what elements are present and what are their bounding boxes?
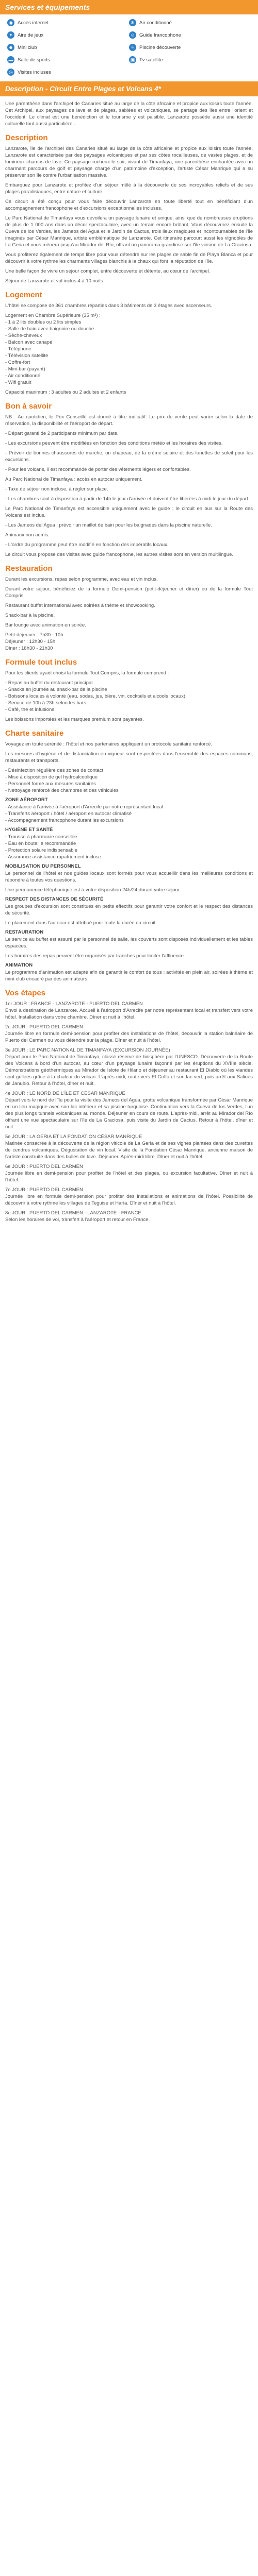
services-title: Services et équipements — [5, 3, 90, 11]
mobil-paragraph: Le personnel de l'hôtel et nos guides locaux sont formés pour vous accueillir dans les meilleures conditions et répondre à toutes vos questions. — [5, 871, 253, 883]
bonasavoir-paragraph: - Les chambres sont à disposition à partir de 14h le jour d'arrivée et doivent être libérées à midi le jour du départ. — [5, 496, 250, 502]
hygiene-heading: HYGIÈNE ET SANTÉ — [5, 827, 53, 833]
hygiene-item: - Protection solaire indispensable — [5, 848, 77, 853]
bonasavoir-paragraph: - Prévoir de bonnes chaussures de marche, un chapeau, de la crème solaire et des lunettes de soleil pour les excursions. — [5, 450, 253, 463]
day-title: 3e JOUR : LE PARC NATIONAL DE TIMANFAYA (EXCURSION JOURNÉE) — [5, 1047, 170, 1053]
day-title: 6e JOUR : PUERTO DEL CARMEN — [5, 1164, 83, 1170]
bonasavoir-paragraph: - L'ordre du programme peut être modifié en fonction des impératifs locaux. — [5, 542, 169, 548]
service-label: Piscine découverte — [139, 44, 181, 50]
bonasavoir-paragraph: - Pour les volcans, il est recommandé de porter des vêtements légers et confortables. — [5, 467, 191, 472]
formule-item: - Snacks en journée au snack-bar de la piscine — [5, 687, 107, 692]
room-item: - Wifi gratuit — [5, 380, 31, 385]
service-label: Guide francophone — [139, 32, 181, 38]
restauration-hours — [5, 632, 253, 652]
mobil-heading: MOBILISATION DU PERSONNEL — [5, 863, 81, 869]
zone-item: - Transferts aéroport / hôtel / aéroport en autocar climatisé — [5, 811, 132, 817]
day-title: 1er JOUR : FRANCE - LANZAROTE - PUERTO DEL CARMEN — [5, 1001, 143, 1007]
room-item: - Sèche-cheveux — [5, 333, 42, 338]
playground-icon: ✦ — [7, 31, 14, 39]
content — [0, 96, 258, 1223]
room-capacity: Capacité maximum : 3 adultes ou 2 adultes et 2 enfants — [5, 389, 126, 395]
description-heading: Description — [5, 133, 48, 142]
room-item: - Salle de bain avec baignoire ou douche — [5, 326, 94, 332]
service-label: Aire de jeux — [18, 32, 44, 38]
bonasavoir-paragraph: Animaux non admis. — [5, 532, 50, 538]
services-banner — [0, 0, 258, 14]
lodging-paragraphs — [5, 302, 253, 309]
page-title: Description - Circuit Entre Plages et Volcans 4* — [5, 85, 161, 93]
restauration2-heading: RESTAURATION — [5, 929, 44, 935]
room-item: - Air conditionné — [5, 373, 41, 379]
charte-item: - Nettoyage renforcé des chambres et des véhicules — [5, 788, 119, 793]
formule-item: - Service de 10h à 23h selon les bars — [5, 700, 86, 706]
room-item: - Mini-bar (payant) — [5, 366, 45, 372]
hygiene-item: - Trousse à pharmacie conseillée — [5, 834, 77, 840]
bonasavoir-paragraph: NB : Au quotidien, le Prix Conseillé est donné à titre indicatif. Le prix de vente peut varier selon la date de réservation, la disponibilité et l'aéroport de départ. — [5, 414, 253, 427]
formule-item: - Café, thé et infusions — [5, 707, 55, 713]
bonasavoir-paragraphs — [5, 414, 253, 558]
animation-paragraphs — [5, 969, 253, 982]
description-paragraph: Ce circuit a été conçu pour vous faire découvrir Lanzarote en toute liberté tout en bénéficiant d'un accompagnement francophone et d'excursions exceptionnelles incluses. — [5, 199, 253, 211]
description-paragraph: Vous profiterez également de temps libre pour vous détendre sur les plages de sable fin de Playa Blanca et pour découvrir à votre rythme les charmants villages blanchis à la chaux qui font la réputation de l'île. — [5, 252, 253, 264]
day-text: Envol à destination de Lanzarote. Accueil à l'aéroport d'Arrecife par notre représentant local et transfert vers votre hôtel. Installation dans votre chambre. Dîner et nuit à l'hôtel. — [5, 1008, 253, 1020]
restauration-hour: Déjeuner : 12h30 - 15h — [5, 639, 56, 645]
respect-heading: RESPECT DES DISTANCES DE SÉCURITÉ — [5, 896, 104, 902]
formule-items — [5, 680, 253, 713]
charte-item: - Désinfection régulière des zones de contact — [5, 768, 104, 773]
service-item — [129, 42, 251, 53]
hygiene-items — [5, 834, 253, 860]
restauration-paragraph: Snack-bar à la piscine. — [5, 613, 55, 618]
animation-heading: ANIMATION — [5, 962, 33, 968]
day-text: Journée libre en formule demi-pension pour profiter des installations de l'hôtel, découvrir la station balnéaire de Puerto del Carmen ou vous détendre sur la plage. Dîner et nuit à l'hôtel. — [5, 1031, 253, 1043]
description-paragraph: Le Parc National de Timanfaya vous dévoilera un paysage lunaire et unique, ainsi que de nombreuses éruptions de plus de 1 000 ans dans un décor spectaculaire, avec un terrain encore brûlant. Vous découvrirez ensuite la Cueva de los Verdes, les Jameos del Agua et le Jardin de Cactus, trois lieux magiques et incontournables de l'île imaginés par César Manrique, artiste emblématique de Lanzarote. Cet itinéraire parcourt aussi les vignobles de La Geria et vous mènera jusqu'au Mirador del Río, offrant un panorama grandiose sur l'île voisine de La Graciosa. — [5, 215, 253, 248]
animation-paragraph: Le programme d'animation est adapté afin de garantir le confort de tous : activités en plein air, soirées à thème et mini-club encadré par des animateurs. — [5, 970, 253, 982]
service-item — [7, 18, 129, 28]
room-item: - 1 à 2 lits doubles ou 2 lits simples — [5, 319, 82, 325]
bonasavoir-paragraph: - Les excursions peuvent être modifiées en fonction des conditions météo et les horaires des visites. — [5, 440, 223, 446]
snowflake-icon: ✻ — [129, 19, 136, 26]
formule-intro: Pour les clients ayant choisi la formule Tout Compris, la formule comprend : — [5, 670, 169, 676]
day-title: 5e JOUR : LA GERIA ET LA FONDATION CÉSAR MANRIQUE — [5, 1134, 142, 1140]
etapes-heading: Vos étapes — [5, 989, 46, 997]
respect-paragraphs — [5, 903, 253, 926]
charte-paragraph: Les mesures d'hygiène et de distanciation en vigueur sont respectées dans l'ensemble des espaces communs, restaurants et transports. — [5, 751, 253, 764]
day-text: Départ vers le nord de l'île pour la visite des Jameos del Agua, grotte volcanique transformée par César Manrique en un lieu magique avec son lac intérieur et sa piscine turquoise. Continuation vers la Cueva de los Verdes, l'un des plus longs tunnels volcaniques au monde. Déjeuner en cours de route. L'après-midi, arrêt au Mirador del Río offrant une vue spectaculaire sur l'île de La Graciosa, puis visite du Jardin de Cactus. Retour à l'hôtel, dîner et nuit. — [5, 1097, 253, 1130]
formule-heading: Formule tout inclus — [5, 658, 77, 667]
formule-note: Les boissons importées et les marques premium sont payantes. — [5, 717, 144, 722]
service-item — [129, 55, 251, 65]
bonasavoir-paragraph: - Départ garanti de 2 participants minimum par date. — [5, 431, 119, 436]
charte-paragraph: Voyagez en toute sérénité : l'hôtel et nos partenaires appliquent un protocole sanitaire renforcé. — [5, 741, 213, 747]
service-item — [7, 55, 129, 65]
description-paragraph: Lanzarote, île de l'archipel des Canaries situé au large de la côte africaine et propice aux loisirs toute l'année, Lanzarote est caractérisée par des paysages volcaniques et par ses côtes rocailleuses, de vastes plages, et de lumineux champs de lave. Ce paysage rocheux le soir, vivant de Timanfaya, une parenthèse enchantée avec un charmant parcours de golf et paysage chargé d'un patrimoine d'exception, l'artiste César Manrique qui a su préserver son île contre l'urbanisation massive. — [5, 146, 253, 178]
hygiene-item: - Assurance assistance rapatriement incluse — [5, 854, 101, 860]
service-label: Accès internet — [18, 20, 49, 26]
room-item: - Télévision satellite — [5, 353, 49, 359]
room-items — [5, 319, 253, 386]
restauration-paragraph: Bar lounge avec animation en soirée. — [5, 622, 86, 628]
formule-item: - Boissons locales à volonté (eau, sodas, jus, bière, vin, cocktails et alcools locaux) — [5, 693, 186, 699]
kids-icon: ☻ — [7, 44, 14, 51]
day-text: Journée libre en formule demi-pension pour profiter des installations et animations de l'hôtel. Possibilité de découvrir à votre rythme les villages de Teguise et Haría. Dîner et nuit à l'hôtel. — [5, 1194, 253, 1206]
restauration-hour: Dîner : 18h30 - 21h30 — [5, 646, 53, 651]
service-label: Tv satellite — [139, 57, 163, 63]
day-text: Matinée consacrée à la découverte de la région viticole de La Geria et de ses vignes plantées dans des cuvettes de cendres volcaniques. Dégustation de vin local. Visite de la Fondation César Manrique, ancienne maison de l'artiste construite dans des bulles de lave. Déjeuner. Après-midi libre. Dîner et nuit à l'hôtel. — [5, 1141, 253, 1160]
day-title: 8e JOUR : PUERTO DEL CARMEN - LANZAROTE - FRANCE — [5, 1210, 141, 1216]
description-paragraphs — [5, 145, 253, 275]
zone-item: - Assistance à l'arrivée à l'aéroport d'Arrecife par notre représentant local — [5, 804, 163, 810]
charte-paragraphs — [5, 741, 253, 764]
service-label: Salle de sports — [18, 57, 50, 63]
guide-icon: ☺ — [129, 31, 136, 39]
description-banner — [0, 81, 258, 96]
service-item — [7, 42, 129, 53]
formule-item: - Repas au buffet du restaurant principal — [5, 680, 93, 686]
bonasavoir-paragraph: - Les Jameos del Agua : prévoir un maillot de bain pour les baignades dans la piscine naturelle. — [5, 522, 212, 528]
charte-items — [5, 767, 253, 794]
restauration-hour: Petit-déjeuner : 7h30 - 10h — [5, 632, 63, 638]
charte-item: - Personnel formé aux mesures sanitaires — [5, 781, 96, 787]
lodging-paragraph: L'hôtel se compose de 361 chambres réparties dans 3 bâtiments de 3 étages avec ascenseurs. — [5, 303, 213, 309]
zone-items — [5, 804, 253, 824]
service-label: Visites incluses — [18, 69, 51, 75]
respect-paragraph: Les groupes d'excursion sont constitués en petits effectifs pour garantir votre confort et le respect des distances de sécurité. — [5, 904, 253, 916]
day-title: 7e JOUR : PUERTO DEL CARMEN — [5, 1187, 83, 1193]
day-text: Départ pour le Parc National de Timanfaya, classé réserve de biosphère par l'UNESCO. Découverte de la Route des Volcans à bord d'un autocar, au cœur d'un paysage lunaire façonné par les éruptions du XVIIIe siècle. Démonstrations géothermiques au Mirador de Islote de Hilario et déjeuner au restaurant El Diablo où les viandes sont grillées grâce à la chaleur du volcan. L'après-midi, route vers El Golfo et son lac vert, puis arrêt aux Salines de Janubio. Retour à l'hôtel, dîner et nuit. — [5, 1054, 253, 1087]
respect-paragraph: Le placement dans l'autocar est attribué pour toute la durée du circuit. — [5, 920, 157, 926]
charte-item: - Mise à disposition de gel hydroalcoolique — [5, 774, 98, 780]
bonasavoir-paragraph: Au Parc National de Timanfaya : accès en autocar uniquement. — [5, 477, 143, 482]
charte-heading: Charte sanitaire — [5, 729, 64, 738]
restauration2-paragraph: Les horaires des repas peuvent être organisés par tranches pour limiter l'affluence. — [5, 953, 185, 959]
description-paragraph: Une belle façon de vivre un séjour complet, entre découverte et détente, au cœur de l'archipel. — [5, 268, 211, 274]
day-text: Journée libre en demi-pension pour profiter de l'hôtel et des plages, ou excursion facultative. Dîner et nuit à l'hôtel. — [5, 1171, 253, 1183]
dumbbell-icon: ▬ — [7, 56, 14, 63]
hygiene-item: - Eau en bouteille recommandée — [5, 841, 76, 846]
room-item: - Téléphone — [5, 346, 31, 352]
bonasavoir-heading: Bon à savoir — [5, 402, 52, 411]
restauration2-paragraphs — [5, 936, 253, 959]
restauration-paragraph: Durant votre séjour, bénéficiez de la formule Demi-pension (petit-déjeuner et dîner) ou de la formule Tout Compris. — [5, 586, 253, 599]
restauration-paragraph: Restaurant buffet international avec soirées à thème et showcooking. — [5, 603, 155, 608]
service-item — [129, 18, 251, 28]
camera-icon: ◎ — [7, 69, 14, 76]
bonasavoir-paragraph: - Taxe de séjour non incluse, à régler sur place. — [5, 486, 108, 492]
pool-icon: ≈ — [129, 44, 136, 51]
lodging-heading: Logement — [5, 291, 42, 299]
day-title: 4e JOUR : LE NORD DE L'ÎLE ET CÉSAR MANRIQUE — [5, 1091, 125, 1096]
room-item: - Coffre-fort — [5, 360, 30, 365]
day-text: Selon les horaires de vol, transfert à l'aéroport et retour en France. — [5, 1217, 150, 1223]
bonasavoir-paragraph: Le Parc National de Timanfaya est accessible uniquement avec le guide ; le circuit en bus sur la Route des Volcans est inclus. — [5, 506, 253, 518]
room-item: - Balcon avec canapé — [5, 340, 53, 345]
mobil-paragraphs — [5, 870, 253, 893]
bonasavoir-paragraph: Le circuit vous propose des visites avec guide francophone, les autres visites sont en version multilingue. — [5, 552, 233, 557]
service-label: Mini club — [18, 44, 37, 50]
restauration-heading: Restauration — [5, 564, 53, 573]
description-paragraph: Embarquez pour Lanzarote et profitez d'un séjour mêlé à la découverte de ses incroyables reliefs et de ses plages paradisiaques, entre nature et culture. — [5, 182, 253, 195]
tv-icon: ▣ — [129, 56, 136, 63]
intro-paragraph: Une parenthèse dans l'archipel de Canaries situé au large de la côte africaine et propice aux loisirs toute l'année. Cet Archipel, aux paysages de lave et de plages, sablées et volcaniques, se partage des îles entre l'orient et l'occident. Le climat est une bénédiction et le tourisme y est paisible. Lanzarote possède aussi une identité culturelle tout aussi particulière... — [5, 101, 253, 127]
wifi-icon: ◉ — [7, 19, 14, 26]
room-title: Logement en Chambre Supérieure (35 m²) : — [5, 313, 101, 318]
day-title: 2e JOUR : PUERTO DEL CARMEN — [5, 1024, 83, 1030]
restauration-paragraphs — [5, 576, 253, 629]
services-grid — [0, 14, 258, 81]
restauration-paragraph: Durant les excursions, repas selon programme, avec eau et vin inclus. — [5, 577, 158, 582]
service-item — [7, 67, 129, 77]
etapes-days — [5, 1001, 253, 1223]
service-item — [129, 30, 251, 40]
restauration2-paragraph: Le service au buffet est assuré par le personnel de salle, les couverts sont disposés individuellement et les tables espacées. — [5, 937, 253, 949]
service-label: Air conditionné — [139, 20, 172, 26]
service-item — [7, 30, 129, 40]
zone-item: - Accompagnement francophone durant les excursions — [5, 818, 124, 823]
zone-heading: ZONE AÉROPORT — [5, 797, 48, 803]
description-closing: Séjour de Lanzarote et vol inclus 4 à 10 nuits — [5, 278, 103, 284]
mobil-paragraph: Une permanence téléphonique est à votre disposition 24h/24 durant votre séjour. — [5, 887, 181, 893]
